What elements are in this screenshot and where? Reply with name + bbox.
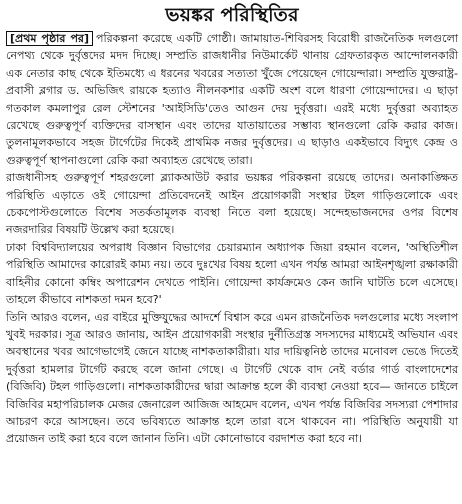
paragraph-text: পরিকল্পনা করেছে একটি গোষ্ঠী। জামায়াত-শিবিরসহ বিরোধী রাজনৈতিক দলগুলো নেপথ্য থেকে দুর্বৃত্তদের মদদ দিচ্ছে। সম্প্রতি রাজধানীর নিউমার্কেট থানায় গ্রেফতারকৃত আন্দোলনকারী এক নেতার কাছ থেকে ইতিমধ্যে এ ধরনের খবরের সত্যতা খুঁজে পেয়েছেন গোয়েন্দারা। সম্প্রতি যুক্তরাষ্ট্র-প্রবাসী ব্লগার ড. অভিজিৎ রায়কে হত্যাও নীলনকশার একটি অংশ বলে ধারণা গোয়েন্দাদের। এ ছাড়া গতকাল কমলাপুর রেল স্টেশনের 'আইসিডি'তেও আগুন দেয় দুর্বৃত্তরা। এরই মধ্যে দুর্বৃত্তরা অব্যাহত রেখেছে গুরুত্বপূর্ণ ব্যক্তিদের বাসস্থান এবং তাদের যাতায়াতের সম্ভাব্য স্থানগুলো রেকি করার কাজ। তুলনামূলকভাবে সহজ টার্গেটের দিকেই প্রাথমিক নজর দুর্বৃত্তদের। এ ছাড়াও একইভাবে বিদ্যুৎ কেন্দ্র ও গুরুত্বপূর্ণ স্থাপনাগুলো রেকি করা অব্যাহত রেখেছে তারা।	[6, 32, 458, 167]
article-paragraph-4: তিনি আরও বলেন, এর বাইরে মুক্তিযুদ্ধের আদর্শে বিশ্বাস করে এমন রাজনৈতিক দলগুলোর মধ্যে সংলাপ খুবই দরকার। সূত্র আরও জানায়, আইন প্রয়োগকারী সংস্থার দুর্নীতিগ্রস্ত সদস্যদের মাধ্যমেই অভিযান এবং অবস্থানের খবর আগেভাগেই জেনে যাচ্ছে নাশকতাকারীরা। যার দায়িত্বনিষ্ঠ তাদের মনোবল ভেঙে দিতেই দুর্বৃত্তরা হামলার টার্গেট করছে বলে জানা গেছে। এ টার্গেট থেকে বাদ নেই বর্ডার গার্ড বাংলাদেশের (বিজিবি) টহল গাড়িগুলো। নাশকতাকারীদের দ্বারা আক্রান্ত হলে কী ব্যবস্থা নেওয়া হবে— জানতে চাইলে বিজিবির মহাপরিচালক মেজর জেনারেল আজিজ আহমেদ বলেন, এখন পর্যন্ত বিজিবির সদস্যরা পেশাদার আচরণ করে আসছেন। তবে ভবিষ্যতে আক্রান্ত হলে তারা বসে থাকবেন না। পরিস্থিতি অনুযায়ী যা প্রয়োজন তাই করা হবে বলে জানান তিনি। এটা কোনোভাবে বরদাশত করা হবে না।	[6, 310, 458, 446]
article-body	[6, 30, 458, 448]
article-paragraph-2: রাজধানীসহ গুরুত্বপূর্ণ শহরগুলো ব্ল্যাকআউট করার ভয়ঙ্কর পরিকল্পনা রয়েছে তাদের। অনাকাঙ্ক্ষিত পরিস্থিতি এড়াতে ওই গোয়েন্দা প্রতিবেদনেই আইন প্রয়োগকারী সংস্থার টহল গাড়িগুলোকে এবং চেকপোস্টগুলোতে বিশেষ সতর্কতামূলক ব্যবস্থা নিতে বলা হয়েছে। সন্দেহভাজনদের ওপর বিশেষ নজরদারির বিষয়টি উল্লেখ করা হয়েছে।	[6, 171, 458, 237]
article-paragraph-1	[6, 30, 458, 169]
article-paragraph-3: ঢাকা বিশ্ববিদ্যালয়ের অপরাধ বিজ্ঞান বিভাগের চেয়ারম্যান অধ্যাপক জিয়া রহমান বলেন, 'অস্থিতিশীল পরিস্থিতি আমাদের কারোরই কাম্য নয়। তবে দুঃখের বিষয় হলো এখন পর্যন্ত আমরা আইনশৃঙ্খলা রক্ষাকারী বাহিনীর কোনো কম্বিং অপারেশন দেখতে পাইনি। গোয়েন্দা কার্যক্রমেও কেন জানি ঘাটতি চলে এসেছে। তাহলে কীভাবে নাশকতা দমন হবে?'	[6, 240, 458, 307]
article-headline: ভয়ঙ্কর পরিস্থিতির	[165, 4, 299, 26]
continued-from-page-tag: [প্রথম পৃষ্ঠার পর]	[6, 31, 93, 46]
